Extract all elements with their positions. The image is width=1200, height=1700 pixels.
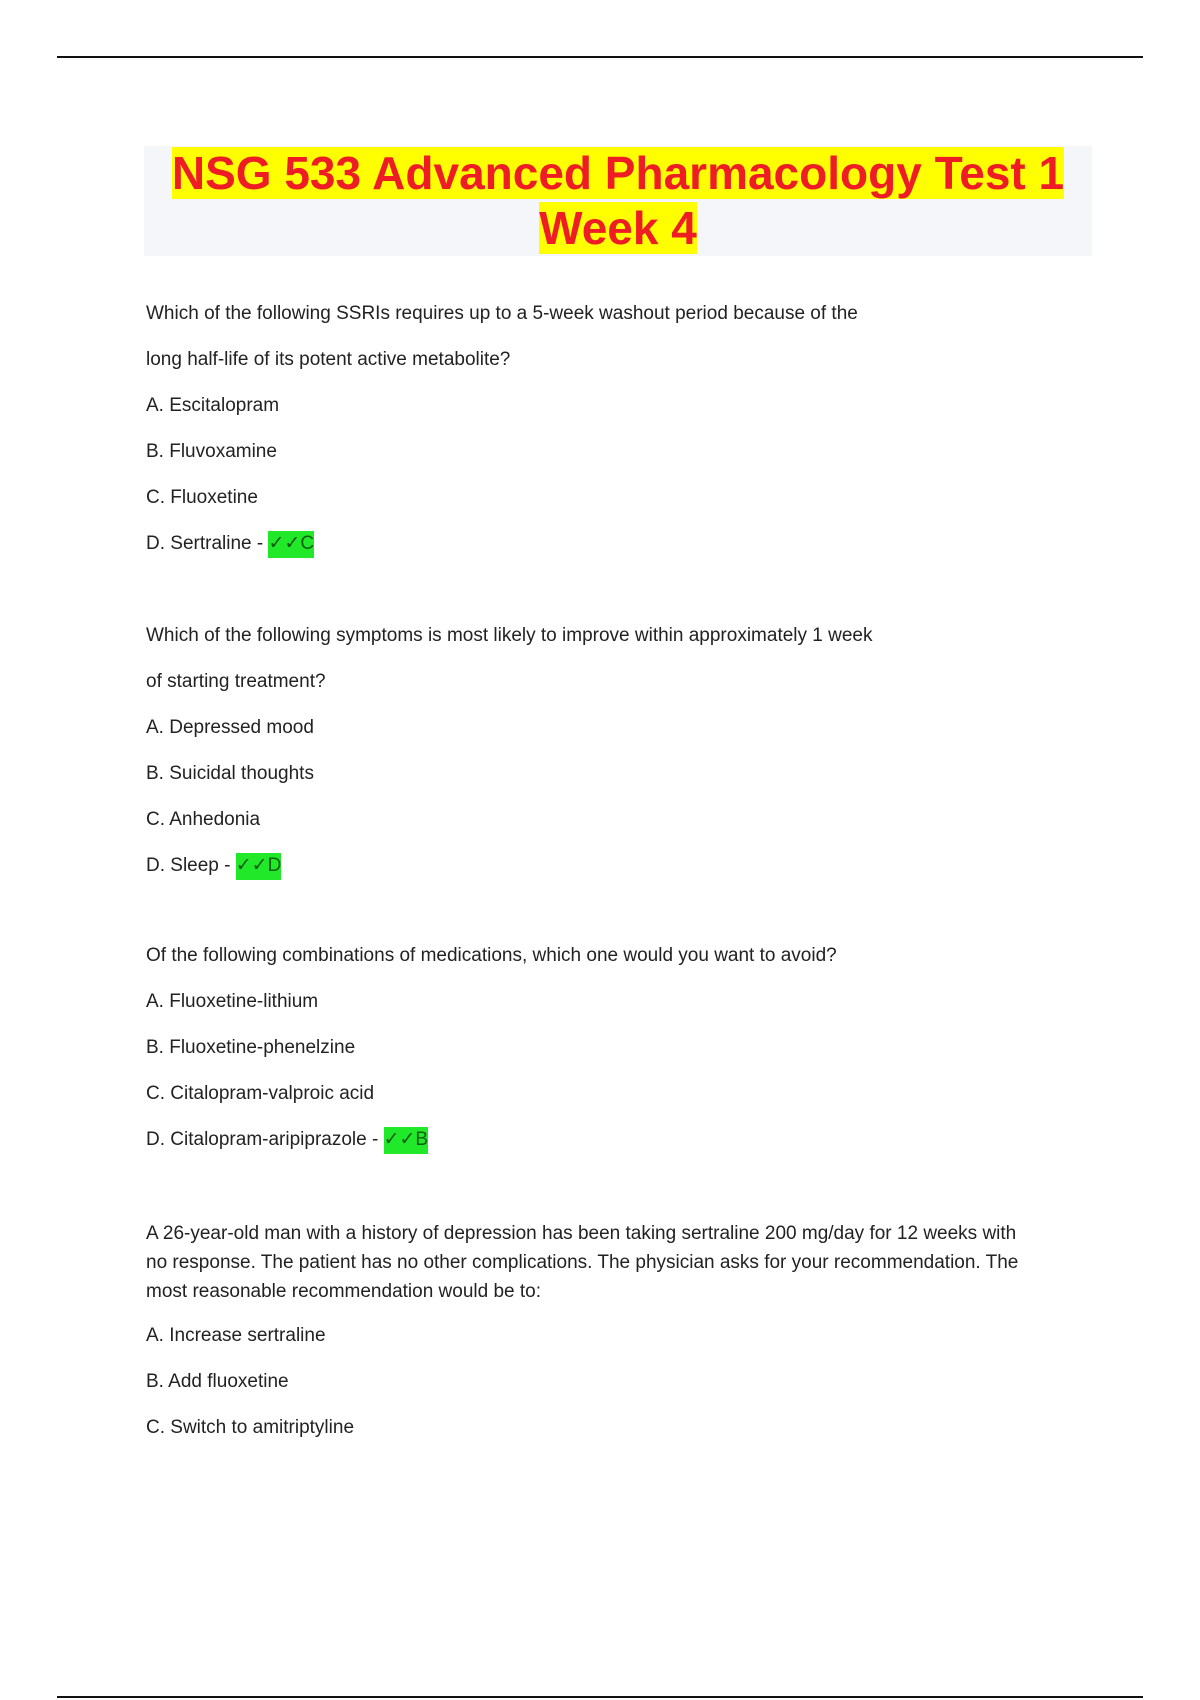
answer-letter: D <box>267 855 282 876</box>
answer-letter: B <box>415 1129 429 1150</box>
option-b: B. Fluvoxamine <box>146 441 277 462</box>
question-stem-line: Which of the following SSRIs requires up to a 5-week washout period because of the <box>146 303 858 324</box>
option-d <box>146 843 1096 889</box>
option-d-text: D. Sleep - <box>146 855 236 876</box>
option-a: A. Escitalopram <box>146 395 280 416</box>
question-stem-line: no response. The patient has no other complications. The physician asks for your recommendation. The <box>146 1252 1019 1273</box>
option-b: B. Add fluoxetine <box>146 1371 289 1392</box>
answer-highlight <box>384 1127 429 1154</box>
question-stem-line: A 26-year-old man with a history of depression has been taking sertraline 200 mg/day for 12 weeks with <box>146 1223 1017 1244</box>
question-1 <box>146 291 1096 567</box>
title-line-2: Week 4 <box>539 202 697 254</box>
question-stem-line: long half-life of its potent active metabolite? <box>146 349 511 370</box>
question-3 <box>146 933 1096 1163</box>
title-line-1: NSG 533 Advanced Pharmacology Test 1 <box>171 147 1065 199</box>
option-d-text: D. Citalopram-aripiprazole - <box>146 1129 384 1150</box>
top-rule <box>57 56 1143 58</box>
checkmark-icon: ✓✓ <box>383 1129 416 1150</box>
option-d-text: D. Sertraline - <box>146 533 269 554</box>
question-stem-line: Of the following combinations of medications, which one would you want to avoid? <box>146 945 837 966</box>
option-d <box>146 1117 1096 1163</box>
answer-letter: C <box>300 533 315 554</box>
question-2 <box>146 613 1096 889</box>
option-d <box>146 521 1096 567</box>
answer-highlight <box>268 531 314 558</box>
checkmark-icon: ✓✓ <box>235 855 268 876</box>
option-a: A. Depressed mood <box>146 717 314 738</box>
question-stem-line: most reasonable recommendation would be to: <box>146 1281 542 1302</box>
option-a: A. Increase sertraline <box>146 1325 326 1346</box>
option-b: B. Suicidal thoughts <box>146 763 314 784</box>
question-stem-line: of starting treatment? <box>146 671 326 692</box>
option-b: B. Fluoxetine-phenelzine <box>146 1037 356 1058</box>
question-4 <box>146 1219 1096 1451</box>
question-stem-line: Which of the following symptoms is most likely to improve within approximately 1 week <box>146 625 873 646</box>
answer-highlight <box>236 853 282 880</box>
option-c: C. Citalopram-valproic acid <box>146 1083 375 1104</box>
document-title <box>144 146 1092 256</box>
option-c: C. Fluoxetine <box>146 487 258 508</box>
option-c: C. Switch to amitriptyline <box>146 1417 355 1438</box>
title-block <box>144 146 1092 256</box>
bottom-rule <box>57 1696 1143 1698</box>
option-a: A. Fluoxetine-lithium <box>146 991 319 1012</box>
option-c: C. Anhedonia <box>146 809 261 830</box>
checkmark-icon: ✓✓ <box>268 533 301 554</box>
